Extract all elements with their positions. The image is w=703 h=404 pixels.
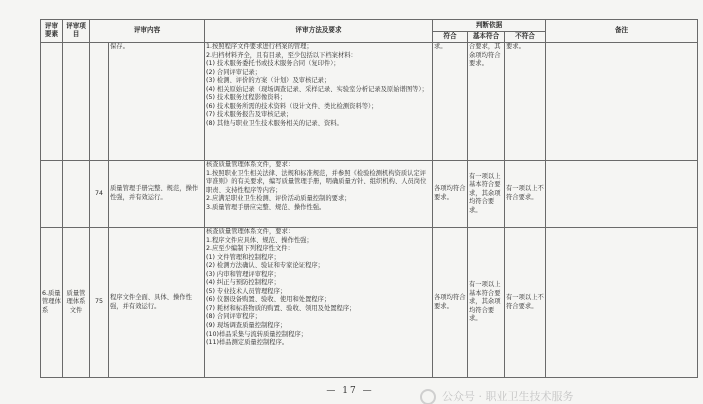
method-line: 2.应至少编制下列程序性文件：: [206, 245, 294, 253]
method-line: (2) 合同评审记录；: [206, 68, 261, 76]
item-cell: [63, 161, 90, 228]
method-line: (10)样品采集与流转质量控制程序；: [206, 330, 308, 338]
method-line: 2.应满足职业卫生检测、评价活动质量控制的要求；: [206, 195, 351, 203]
method-line: (5) 技术服务过程影像资料；: [206, 94, 287, 102]
noncomply-criteria: 有一项以上不符合要求。: [505, 228, 546, 378]
method-line: (4) 纠正与预防控制程序；: [206, 279, 280, 287]
method-line: (8) 合同评审程序；: [206, 313, 261, 321]
method-line: (2) 检测方法确认、验证和专家论证程序；: [206, 262, 324, 270]
header-item: 评审项目: [63, 20, 90, 43]
element-cell: 6.质量管理体系: [41, 228, 63, 378]
item-cell: 质量管理体系文件: [63, 228, 90, 378]
header-basis: 判断依据: [433, 20, 546, 32]
element-cell: [41, 161, 63, 228]
noncomply-criteria: 要求。: [505, 43, 546, 161]
method-line: 1.程序文件应具体、规范、操作性强；: [206, 236, 313, 244]
header-remark: 备注: [546, 20, 698, 43]
method-line: 核查质量管理体系文件，要求：: [206, 161, 295, 168]
header-basic: 基本符合: [468, 32, 505, 43]
table-row: [41, 228, 698, 378]
method-line: (3) 内审和管理评审程序；: [206, 270, 280, 278]
watermark: [420, 388, 703, 404]
review-content: 质量管理手册完整、规范，操作性强，并有效运行。: [109, 161, 205, 228]
method-line: (7) 技术服务报告及审核记录；: [206, 111, 293, 119]
method-line: (5) 专业技术人员管理程序；: [206, 287, 287, 295]
method-line: (6) 技术服务所需的技术资料（设计文件、类比检测资料等）；: [206, 102, 378, 110]
element-cell: [41, 43, 63, 161]
header-comply: 符合: [433, 32, 468, 43]
review-method: [205, 228, 433, 378]
method-line: (1) 技术服务委托书或技术服务合同（复印件）；: [206, 60, 340, 68]
comply-criteria: 求。: [433, 43, 468, 161]
row-number: 75: [90, 228, 109, 378]
method-line: (9) 现场调查质量控制程序；: [206, 322, 287, 330]
remark-cell: [546, 228, 698, 378]
row-number: 74: [90, 161, 109, 228]
watermark-text: 公众号 · 职业卫生技术服务: [442, 390, 574, 403]
review-content: 保存。: [109, 43, 205, 161]
row-number: [90, 43, 109, 161]
basic-criteria: 有一项以上基本符合要求，其余项均符合要求。: [468, 228, 505, 378]
method-line: 核查质量管理体系文件，要求：: [206, 228, 295, 235]
review-method: [205, 43, 433, 161]
method-line: (3) 检测、评价的方案（计划）及审核记录；: [206, 77, 331, 85]
basic-criteria: 合要求，其余项均符合要求。: [468, 43, 505, 161]
basic-criteria: 有一项以上基本符合要求，其余项均符合要求。: [468, 161, 505, 228]
method-line: 1.按照职业卫生相关法律、法规和标准规范，并参照《检验检测机构资质认定评审准则》的有关要求，编写质量管理手册，明确质量方针、组织机构、人员岗位职责、支持性程序等内容；: [206, 169, 427, 194]
header-element: 评审要素: [41, 20, 63, 43]
remark-cell: [546, 43, 698, 161]
method-line: (11)样品测定质量控制程序。: [206, 339, 289, 347]
review-content: 程序文件全面、具体、操作性强，并有效运行。: [109, 228, 205, 378]
header-content: 评审内容: [90, 20, 205, 43]
method-line: (6) 仪器设备购置、验收、使用和处置程序；: [206, 296, 331, 304]
method-line: (4) 相关原始记录（现场调查记录、采样记录、实验室分析记录及原始谱图等）；: [206, 85, 428, 93]
method-line: 3.质量管理手册应完整、规范、操作性强。: [206, 203, 326, 211]
remark-cell: [546, 161, 698, 228]
method-line: (1) 文件管理和控制程序；: [206, 253, 280, 261]
method-line: 2.归档材料齐全，且有目录，至少包括以下档案材料：: [206, 51, 357, 59]
noncomply-criteria: 有一项以上不符合要求。: [505, 161, 546, 228]
header-noncomply: 不符合: [505, 32, 546, 43]
header-method: 评审方法及要求: [205, 20, 433, 43]
method-line: (8) 其他与职业卫生技术服务相关的记录、资料。: [206, 119, 343, 127]
item-cell: [63, 43, 90, 161]
page-number: — 17 —: [326, 386, 374, 396]
comply-criteria: 各项均符合要求。: [433, 228, 468, 378]
method-line: (7) 耗材和标准物质的购置、验收、领用及处置程序；: [206, 304, 356, 312]
review-method: [205, 161, 433, 228]
method-line: 1.按照程序文件要求进行档案的管理；: [206, 43, 313, 50]
wechat-icon: [420, 389, 436, 404]
review-table: [40, 19, 698, 378]
table-row: [41, 161, 698, 228]
table-row: [41, 43, 698, 161]
header-row-1: [41, 20, 698, 32]
comply-criteria: 各项均符合要求。: [433, 161, 468, 228]
